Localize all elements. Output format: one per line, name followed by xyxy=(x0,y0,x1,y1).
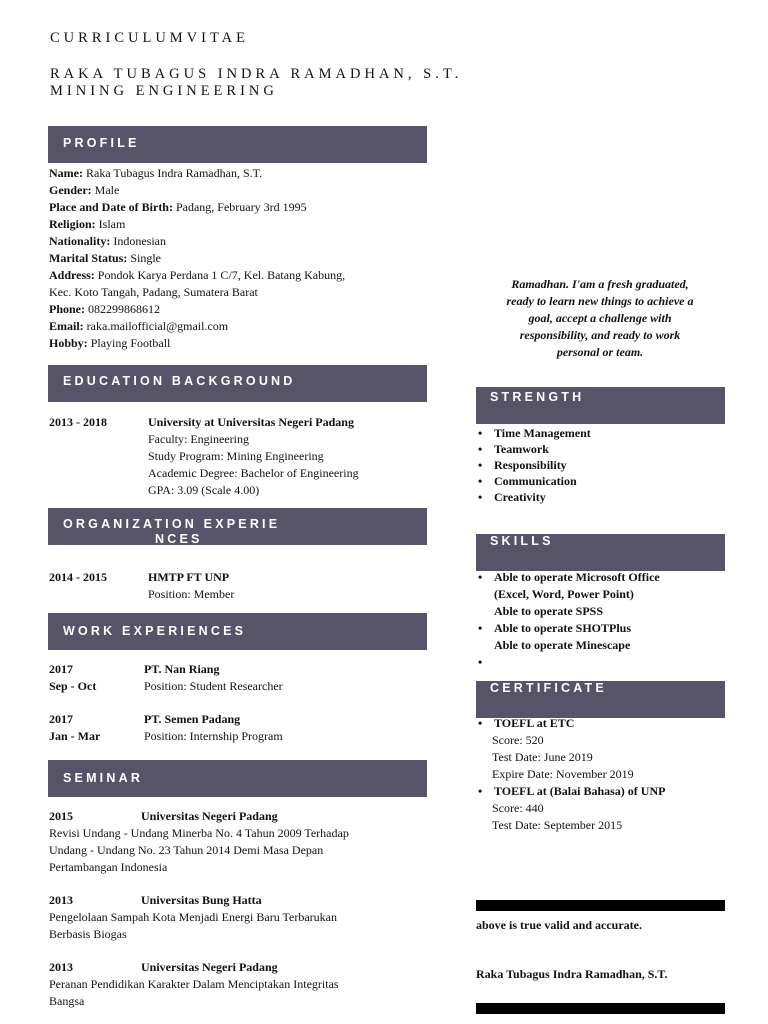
education-school: University at Universitas Negeri Padang xyxy=(148,415,354,429)
profile-row xyxy=(49,318,228,335)
strength-heading: STRENGTH xyxy=(476,387,725,424)
profile-label: Name: xyxy=(49,166,83,180)
profile-row xyxy=(49,250,161,267)
certificate-title: TOEFL at ETC xyxy=(494,716,575,730)
profile-value: Islam xyxy=(95,217,126,231)
skill-label: Able to operate Minescape xyxy=(494,638,631,652)
about-line: Ramadhan. I'am a fresh graduated, xyxy=(511,277,689,291)
seminar-topic-line: Undang - Undang No. 23 Tahun 2014 Demi Masa Depan xyxy=(49,843,324,857)
profile-row xyxy=(49,182,119,199)
about-line: ready to learn new things to achieve a xyxy=(506,294,694,308)
strength-label: Teamwork xyxy=(494,442,549,456)
certificate-heading: CERTIFICATE xyxy=(476,681,725,718)
signature-name: Raka Tubagus Indra Ramadhan, S.T. xyxy=(476,967,668,981)
certificate-title: TOEFL at (Balai Bahasa) of UNP xyxy=(494,784,666,798)
organization-name: HMTP FT UNP xyxy=(148,570,230,584)
profile-label: Nationality: xyxy=(49,234,111,248)
education-heading: EDUCATION BACKGROUND xyxy=(48,365,427,402)
about-line: personal or team. xyxy=(556,345,644,359)
skill-item xyxy=(478,569,660,586)
organization-position: Position: Member xyxy=(148,587,235,601)
strength-label: Creativity xyxy=(494,490,546,504)
profile-value: Male xyxy=(91,183,120,197)
strength-label: Time Management xyxy=(494,426,591,440)
skill-label: Able to operate SPSS xyxy=(494,604,603,618)
work-months: Jan - Mar xyxy=(49,729,101,743)
profile-label: Place and Date of Birth: xyxy=(49,200,173,214)
profile-row xyxy=(49,267,345,284)
candidate-major: MINING ENGINEERING xyxy=(50,83,278,99)
certificate-detail: Score: 520 xyxy=(492,733,544,747)
seminar-year: 2015 xyxy=(49,809,73,823)
profile-value: Single xyxy=(127,251,161,265)
organization-years: 2014 - 2015 xyxy=(49,570,107,584)
certificate-detail: Test Date: June 2019 xyxy=(492,750,593,764)
education-detail: Academic Degree: Bachelor of Engineering xyxy=(148,466,359,480)
about-line: goal, accept a challenge with xyxy=(528,311,672,325)
profile-label: Gender: xyxy=(49,183,92,197)
skill-item xyxy=(478,620,631,637)
work-year: 2017 xyxy=(49,662,73,676)
education-detail: Study Program: Mining Engineering xyxy=(148,449,324,463)
certificate-detail: Test Date: September 2015 xyxy=(492,818,623,832)
strength-label: Communication xyxy=(494,474,577,488)
profile-row xyxy=(49,335,170,352)
bullet-icon: • xyxy=(478,442,483,456)
seminar-topic-line: Pertambangan Indonesia xyxy=(49,860,168,874)
strength-item xyxy=(478,425,591,442)
work-months: Sep - Oct xyxy=(49,679,97,693)
declaration-line: above is true valid and accurate. xyxy=(476,918,642,932)
skill-item xyxy=(478,586,634,603)
work-heading: WORK EXPERIENCES xyxy=(48,613,427,650)
strength-label: Responsibility xyxy=(494,458,567,472)
seminar-heading: SEMINAR xyxy=(48,760,427,797)
cv-title: CURRICULUMVITAE xyxy=(50,30,250,46)
profile-value: Playing Football xyxy=(87,336,171,350)
certificate-item xyxy=(478,715,574,732)
seminar-topic-line: Pengelolaan Sampah Kota Menjadi Energi Baru Terbarukan xyxy=(49,910,337,924)
profile-value: Indonesian xyxy=(110,234,166,248)
profile-row xyxy=(49,233,166,250)
bullet-icon: • xyxy=(478,490,483,504)
redaction-bar-top xyxy=(476,900,725,911)
seminar-year: 2013 xyxy=(49,960,73,974)
profile-value: 082299868612 xyxy=(85,302,160,316)
profile-label: Phone: xyxy=(49,302,85,316)
strength-item xyxy=(478,457,567,474)
bullet-icon: • xyxy=(478,474,483,488)
skills-heading: SKILLS xyxy=(476,534,725,571)
profile-value: raka.mailofficial@gmail.com xyxy=(83,319,229,333)
skill-item xyxy=(478,637,630,654)
seminar-org: Universitas Negeri Padang xyxy=(141,960,278,974)
about-line: responsibility, and ready to work xyxy=(519,328,681,342)
profile-heading: PROFILE xyxy=(48,126,427,163)
profile-row xyxy=(49,165,262,182)
skill-label: Able to operate Microsoft Office xyxy=(494,570,660,584)
skill-label: Able to operate SHOTPlus xyxy=(494,621,631,635)
profile-row xyxy=(49,284,258,301)
strength-item xyxy=(478,441,549,458)
profile-label: Marital Status: xyxy=(49,251,128,265)
work-position: Position: Student Researcher xyxy=(144,679,283,693)
work-year: 2017 xyxy=(49,712,73,726)
seminar-topic-line: Bangsa xyxy=(49,994,85,1008)
education-years: 2013 - 2018 xyxy=(49,415,107,429)
redaction-bar-bottom xyxy=(476,1003,725,1014)
bullet-icon: • xyxy=(478,716,483,730)
seminar-org: Universitas Negeri Padang xyxy=(141,809,278,823)
certificate-detail: Expire Date: November 2019 xyxy=(492,767,634,781)
bullet-icon: • xyxy=(478,621,483,635)
seminar-org: Universitas Bung Hatta xyxy=(141,893,262,907)
skill-label: (Excel, Word, Power Point) xyxy=(494,587,634,601)
profile-label: Religion: xyxy=(49,217,96,231)
certificate-item xyxy=(478,783,665,800)
certificate-detail: Score: 440 xyxy=(492,801,544,815)
organization-heading: ORGANIZATION EXPERIE NCES xyxy=(48,508,427,545)
profile-label: Email: xyxy=(49,319,84,333)
seminar-year: 2013 xyxy=(49,893,73,907)
profile-value: Padang, February 3rd 1995 xyxy=(172,200,307,214)
bullet-icon: • xyxy=(478,426,483,440)
strength-item xyxy=(478,489,546,506)
work-position: Position: Internship Program xyxy=(144,729,283,743)
bullet-icon: • xyxy=(478,655,483,669)
education-detail: GPA: 3.09 (Scale 4.00) xyxy=(148,483,260,497)
about-text xyxy=(474,276,726,361)
education-detail: Faculty: Engineering xyxy=(148,432,249,446)
profile-value: Kec. Koto Tangah, Padang, Sumatera Barat xyxy=(49,285,258,299)
profile-label: Hobby: xyxy=(49,336,88,350)
bullet-icon: • xyxy=(478,784,483,798)
strength-item xyxy=(478,473,577,490)
profile-value: Raka Tubagus Indra Ramadhan, S.T. xyxy=(82,166,263,180)
seminar-topic-line: Peranan Pendidikan Karakter Dalam Menciptakan Integritas xyxy=(49,977,339,991)
seminar-topic-line: Revisi Undang - Undang Minerba No. 4 Tahun 2009 Terhadap xyxy=(49,826,349,840)
profile-row xyxy=(49,301,160,318)
work-company: PT. Nan Riang xyxy=(144,662,220,676)
profile-row xyxy=(49,199,307,216)
skill-item xyxy=(478,603,603,620)
profile-value: Pondok Karya Perdana 1 C/7, Kel. Batang Kabung, xyxy=(94,268,346,282)
bullet-icon: • xyxy=(478,570,483,584)
bullet-icon: • xyxy=(478,458,483,472)
profile-label: Address: xyxy=(49,268,95,282)
seminar-topic-line: Berbasis Biogas xyxy=(49,927,127,941)
work-company: PT. Semen Padang xyxy=(144,712,241,726)
candidate-name: RAKA TUBAGUS INDRA RAMADHAN, S.T. xyxy=(50,66,463,82)
skill-item xyxy=(478,654,494,671)
profile-row xyxy=(49,216,125,233)
